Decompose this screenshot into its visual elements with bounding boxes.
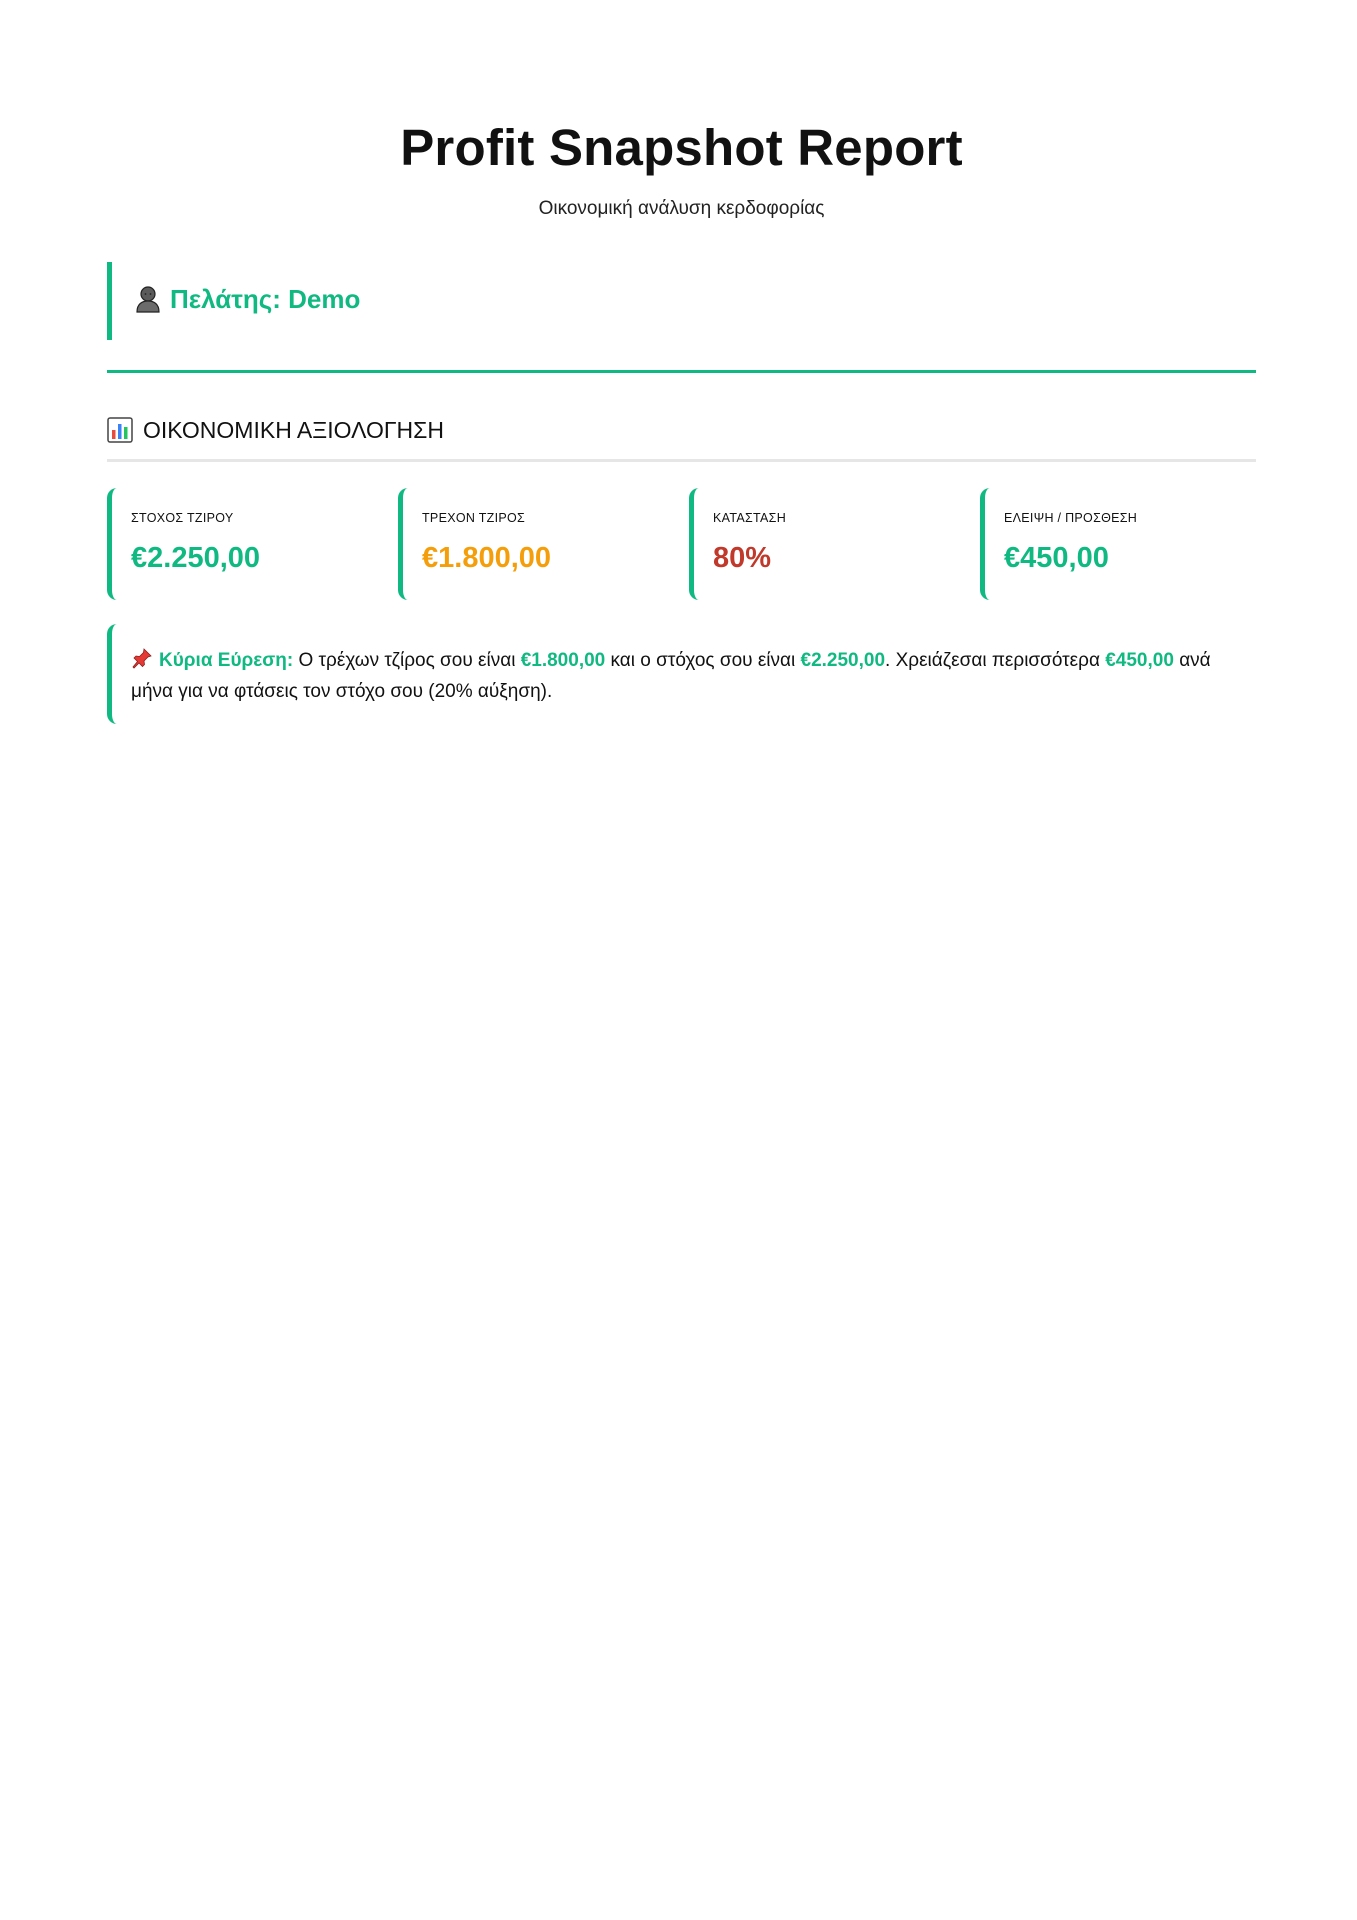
key-finding-heading: Κύρια Εύρεση: bbox=[159, 650, 294, 671]
metric-value: €450,00 bbox=[1004, 542, 1109, 574]
person-icon bbox=[135, 285, 161, 313]
metric-card-status bbox=[689, 488, 951, 600]
finding-gap-value: €450,00 bbox=[1105, 650, 1174, 671]
metric-card-current bbox=[398, 488, 660, 600]
metrics-row bbox=[107, 488, 1256, 600]
section-title: ΟΙΚΟΝΟΜΙΚΗ ΑΞΙΟΛΟΓΗΣΗ bbox=[143, 417, 444, 443]
finding-text-part: . Χρειάζεσαι περισσότερα bbox=[885, 650, 1106, 671]
client-section bbox=[107, 262, 1256, 340]
bar-chart-icon bbox=[107, 417, 133, 443]
metric-card-target bbox=[107, 488, 369, 600]
page-title: Profit Snapshot Report bbox=[400, 119, 963, 176]
metric-label: ΤΡΕΧΟΝ ΤΖΙΡΟΣ bbox=[422, 511, 526, 525]
finding-text-part: και ο στόχος σου είναι bbox=[605, 650, 801, 671]
metric-value: €2.250,00 bbox=[131, 542, 261, 574]
key-finding-box bbox=[107, 624, 1256, 724]
section-divider bbox=[107, 370, 1256, 373]
metric-value: €1.800,00 bbox=[422, 542, 552, 574]
page-subtitle: Οικονομική ανάλυση κερδοφορίας bbox=[538, 198, 825, 219]
metric-label: ΚΑΤΑΣΤΑΣΗ bbox=[713, 511, 787, 525]
metric-card-gap bbox=[980, 488, 1242, 600]
metric-label: ΕΛΕΙΨΗ / ΠΡΟΣΘΕΣΗ bbox=[1004, 511, 1138, 525]
finding-text-part: ανά μήνα για να φτάσεις τον στόχο σου (20% αύξηση). bbox=[131, 650, 1211, 702]
section-heading bbox=[107, 416, 1256, 444]
report-page bbox=[107, 0, 1256, 702]
client-heading bbox=[135, 284, 360, 314]
finding-target-value: €2.250,00 bbox=[800, 650, 886, 671]
metric-label: ΣΤΟΧΟΣ ΤΖΙΡΟΥ bbox=[131, 511, 234, 525]
section-header bbox=[107, 416, 1256, 462]
key-finding-text bbox=[131, 645, 1246, 707]
finding-current-value: €1.800,00 bbox=[520, 650, 606, 671]
pushpin-icon bbox=[131, 647, 153, 669]
client-label: Πελάτης: Demo bbox=[170, 284, 361, 314]
finding-text-part: Ο τρέχων τζίρος σου είναι bbox=[293, 650, 521, 671]
metric-value: 80% bbox=[713, 542, 772, 574]
